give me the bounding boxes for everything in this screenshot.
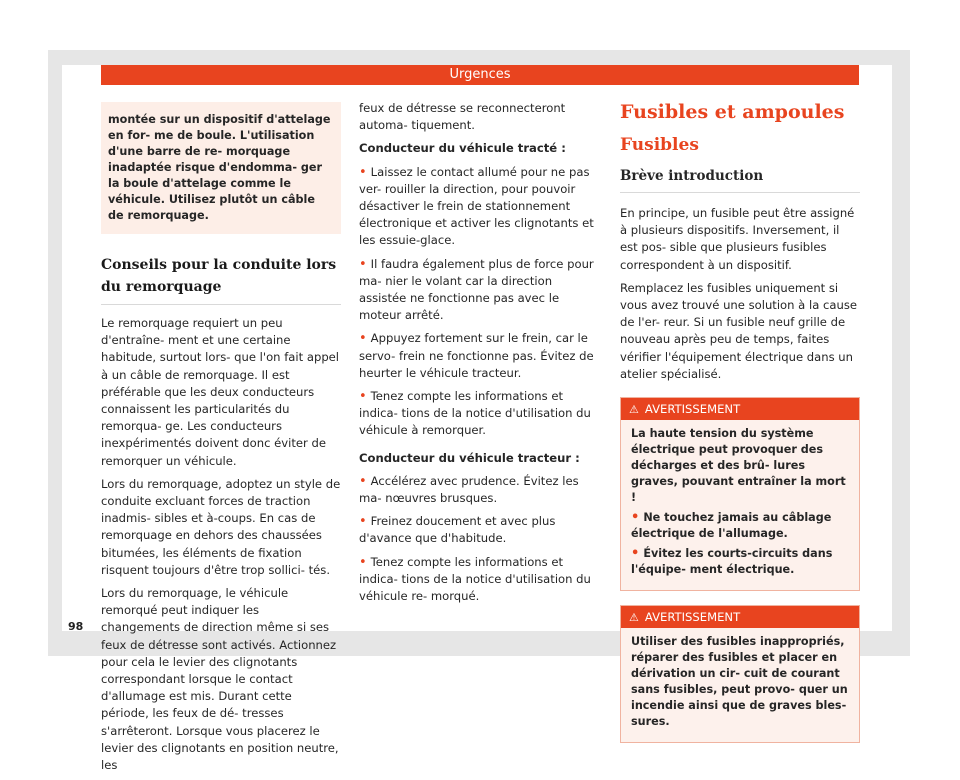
heading-fuses: Fusibles <box>620 135 699 155</box>
bullet-icon: • <box>359 389 367 405</box>
list-item: • Laissez le contact allumé pour ne pas ver- rouiller la direction, pour pouvoir désactiver le frein de stationnement électronique et activer les clignotants et les essuie-glace. <box>359 164 594 248</box>
list-item: • Appuyez fortement sur le frein, car le servo- frein ne fonctionne pas. Évitez de heurter le véhicule tracteur. <box>359 331 594 380</box>
list-item: • Accélérez avec prudence. Évitez les ma- nœuvres brusques. <box>359 473 579 506</box>
bullet-icon: • <box>631 510 640 526</box>
warning-box-fuses <box>620 605 860 743</box>
warning-list-item: • Évitez les courts-circuits dans l'équipe- ment électrique. <box>631 546 833 577</box>
paragraph: Lors du remorquage, le véhicule remorqué peut indiquer les changements de direction même si ses feux de détresse sont activés. Actionnez pour cela le levier des clignotants correspondant lorsque le contact d'allumage est mis. Durant cette période, les feux de dé- tresses s'arrêteront. Lorsque vous placerez le levier des clignotants en position neutre, les <box>101 586 339 773</box>
towing-driver-heading: Conducteur du véhicule tracteur : <box>359 450 580 465</box>
heading-fuses-and-bulbs: Fusibles et ampoules <box>620 101 845 123</box>
warning-text: La haute tension du système électrique peut provoquer des décharges et des brû- lures graves, pouvant entraîner la mort ! <box>631 427 846 505</box>
chapter-header: Urgences <box>101 65 859 85</box>
list-item: • Tenez compte les informations et indica- tions de la notice d'utilisation du véhicule re- morqué. <box>359 554 591 604</box>
column-right <box>620 100 860 743</box>
warning-triangle-icon: ⚠ <box>629 611 639 625</box>
warning-body <box>621 628 859 742</box>
bullet-icon: • <box>359 554 367 570</box>
column-middle <box>359 100 601 611</box>
section-title-towing-tips: Conseils pour la conduite lors du remorquage <box>101 254 341 305</box>
warning-list-item: • Ne touchez jamais au câblage électrique de l'allumage. <box>631 510 832 541</box>
warning-body <box>621 420 859 590</box>
bullet-icon: • <box>631 546 640 562</box>
intro-warning-text: montée sur un dispositif d'attelage en for- me de boule. L'utilisation d'une barre de re- morquage inadaptée risque d'endomma- ger la boule d'attelage comme le véhicule. Utilisez plutôt un câble de remorquage. <box>101 102 341 234</box>
list-item: • Freinez doucement et avec plus d'avance que d'habitude. <box>359 514 556 546</box>
bullet-icon: • <box>359 514 367 530</box>
column-left <box>101 90 341 780</box>
list-item: • Il faudra également plus de force pour ma- nier le volant car la direction assistée ne fonctionne pas avec le moteur arrêté. <box>359 256 594 323</box>
list-item: • Tenez compte les informations et indica- tions de la notice d'utilisation du véhicule à remorquer. <box>359 389 591 438</box>
bullet-icon: • <box>359 256 367 272</box>
paragraph: Remplacez les fusibles uniquement si vous avez trouvé une solution à la cause de l'er- reur. Si un fusible neuf grille de nouveau après peu de temps, faites vérifier l'équipement électrique dans un atelier spécialisé. <box>620 280 857 381</box>
warning-text: Utiliser des fusibles inappropriés, réparer des fusibles et placer en dérivation un cir- cuit de courant sans fusibles, peut provo- quer un incendie ainsi que de graves bles- sures. <box>631 635 848 729</box>
paragraph: feux de détresse se reconnecteront automa- tiquement. <box>359 101 566 133</box>
paragraph: Le remorquage requiert un peu d'entraîne- ment et une certaine habitude, surtout lors- que l'on fait appel à un câble de remorquage. Il est préférable que les deux conducteurs connaissent les particularités du remorqua- ge. Les conducteurs inexpérimentés doivent donc éviter de remorquer un véhicule. <box>101 316 340 468</box>
towed-driver-heading: Conducteur du véhicule tracté : <box>359 141 566 156</box>
paragraph: Lors du remorquage, adoptez un style de conduite excluant forces de traction inadmis- sibles et à-coups. En cas de remorquage en dehors des chaussées bitumées, les éléments de fixation risquent toujours d'être trop sollici- tés. <box>101 476 341 577</box>
warning-box-high-voltage <box>620 397 860 591</box>
heading-brief-intro: Brève introduction <box>620 166 860 193</box>
warning-header: ⚠ AVERTISSEMENT <box>621 606 859 628</box>
bullet-icon: • <box>359 164 367 180</box>
bullet-icon: • <box>359 331 367 347</box>
warning-header: ⚠ AVERTISSEMENT <box>621 398 859 420</box>
page-number: 98 <box>68 620 84 633</box>
bullet-icon: • <box>359 473 367 489</box>
paragraph: En principe, un fusible peut être assigné à plusieurs dispositifs. Inversement, il est pos- sible que plusieurs fusibles correspondent à un dispositif. <box>620 206 855 272</box>
warning-triangle-icon: ⚠ <box>629 403 639 417</box>
